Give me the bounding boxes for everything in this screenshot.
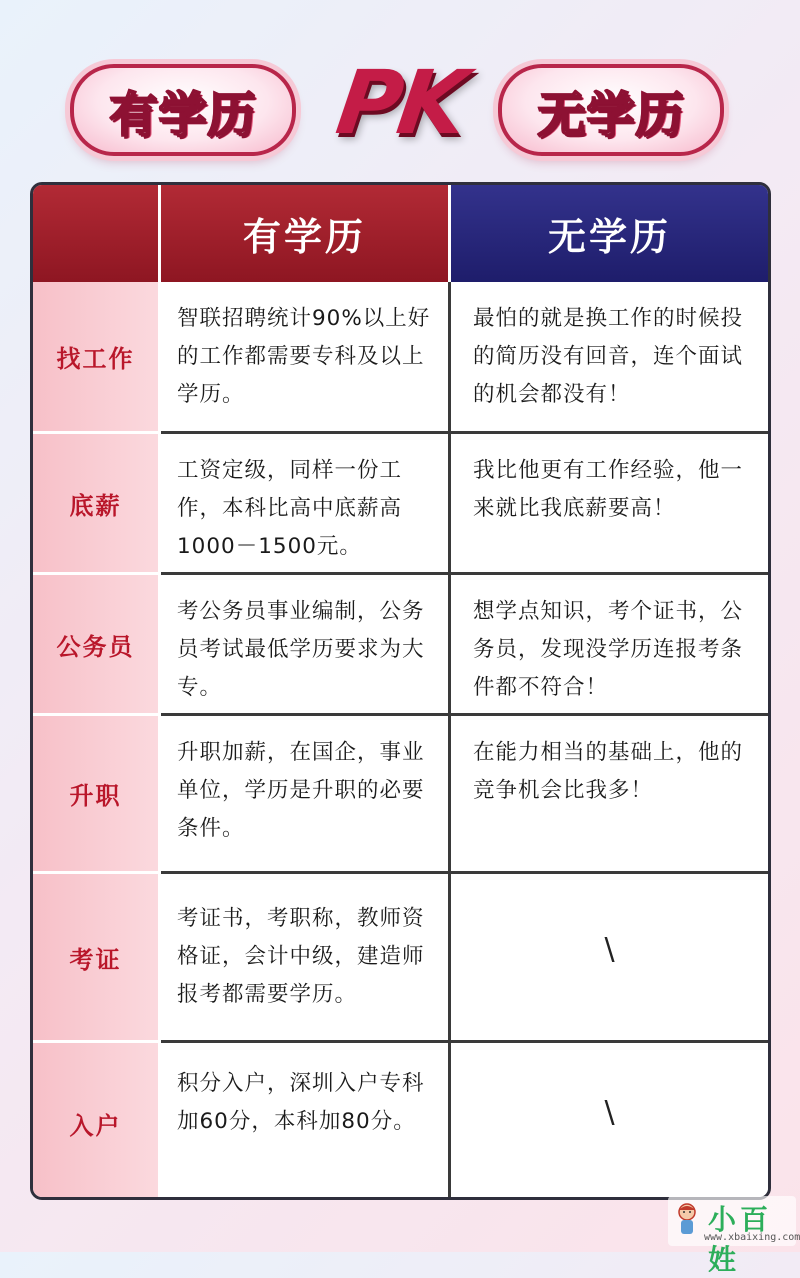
header-without-degree-cell — [451, 185, 768, 282]
title-pill-with-degree — [70, 64, 296, 156]
watermark — [668, 1196, 800, 1276]
watermark-name: 小百姓 — [708, 1203, 773, 1276]
row-label: 升职 — [69, 782, 122, 810]
without-degree-text: 我比他更有工作经验，他一来就比我底薪要高！ — [473, 458, 744, 521]
table-row — [33, 716, 768, 871]
with-degree-text: 智联招聘统计90%以上好的工作都需要专科及以上学历。 — [177, 306, 431, 407]
row-label: 找工作 — [56, 345, 135, 373]
with-degree-cell — [161, 434, 451, 572]
with-degree-text: 考公务员事业编制，公务员考试最低学历要求为大专。 — [177, 599, 425, 700]
without-degree-text: 最怕的就是换工作的时候投的简历没有回音，连个面试的机会都没有！ — [473, 306, 744, 407]
with-degree-cell — [161, 1043, 451, 1200]
with-degree-cell — [161, 874, 451, 1040]
row-label: 公务员 — [56, 632, 135, 661]
without-degree-cell — [451, 282, 768, 431]
table-row — [33, 1043, 768, 1200]
table-header-row — [33, 185, 768, 282]
with-degree-text: 升职加薪，在国企，事业单位，学历是升职的必要条件。 — [177, 740, 425, 841]
title-without-degree: 无学历 — [537, 86, 685, 143]
pk-badge — [325, 52, 475, 152]
without-degree-text: \ — [604, 1095, 615, 1130]
header-without-degree: 无学历 — [547, 215, 671, 259]
title-pill-without-degree — [498, 64, 724, 156]
table-row — [33, 874, 768, 1040]
row-label-cell — [33, 716, 161, 871]
row-label-cell — [33, 282, 161, 431]
without-degree-cell — [451, 716, 768, 871]
without-degree-cell — [451, 1043, 768, 1200]
with-degree-cell — [161, 575, 451, 713]
table-row — [33, 434, 768, 572]
with-degree-text: 积分入户，深圳入户专科加60分，本科加80分。 — [177, 1071, 425, 1134]
row-label: 入户 — [69, 1111, 122, 1140]
row-label: 考证 — [69, 945, 122, 974]
without-degree-cell — [451, 874, 768, 1040]
row-label: 底薪 — [69, 491, 122, 520]
comparison-table — [30, 182, 771, 1200]
without-degree-text: \ — [604, 932, 615, 967]
row-label-cell — [33, 575, 161, 713]
mascot-icon — [674, 1202, 700, 1238]
without-degree-cell — [451, 575, 768, 713]
without-degree-text: 在能力相当的基础上，他的竞争机会比我多！ — [473, 740, 744, 803]
title-with-degree: 有学历 — [109, 86, 257, 143]
without-degree-cell — [451, 434, 768, 572]
header-corner-cell — [33, 185, 161, 282]
with-degree-cell — [161, 282, 451, 431]
table-row — [33, 575, 768, 713]
with-degree-text: 工资定级，同样一份工作，本科比高中底薪高1000－1500元。 — [177, 458, 403, 559]
row-label-cell — [33, 874, 161, 1040]
row-label-cell — [33, 1043, 161, 1200]
table-row — [33, 282, 768, 431]
with-degree-text: 考证书，考职称，教师资格证，会计中级，建造师报考都需要学历。 — [177, 906, 425, 1007]
header-with-degree-cell — [161, 185, 451, 282]
pk-text: PK — [330, 50, 470, 154]
without-degree-text: 想学点知识，考个证书，公务员，发现没学历连报考条件都不符合！ — [473, 599, 744, 700]
watermark-url: www.xbaixing.com — [704, 1232, 800, 1243]
header-with-degree: 有学历 — [242, 215, 366, 259]
with-degree-cell — [161, 716, 451, 871]
row-label-cell — [33, 434, 161, 572]
